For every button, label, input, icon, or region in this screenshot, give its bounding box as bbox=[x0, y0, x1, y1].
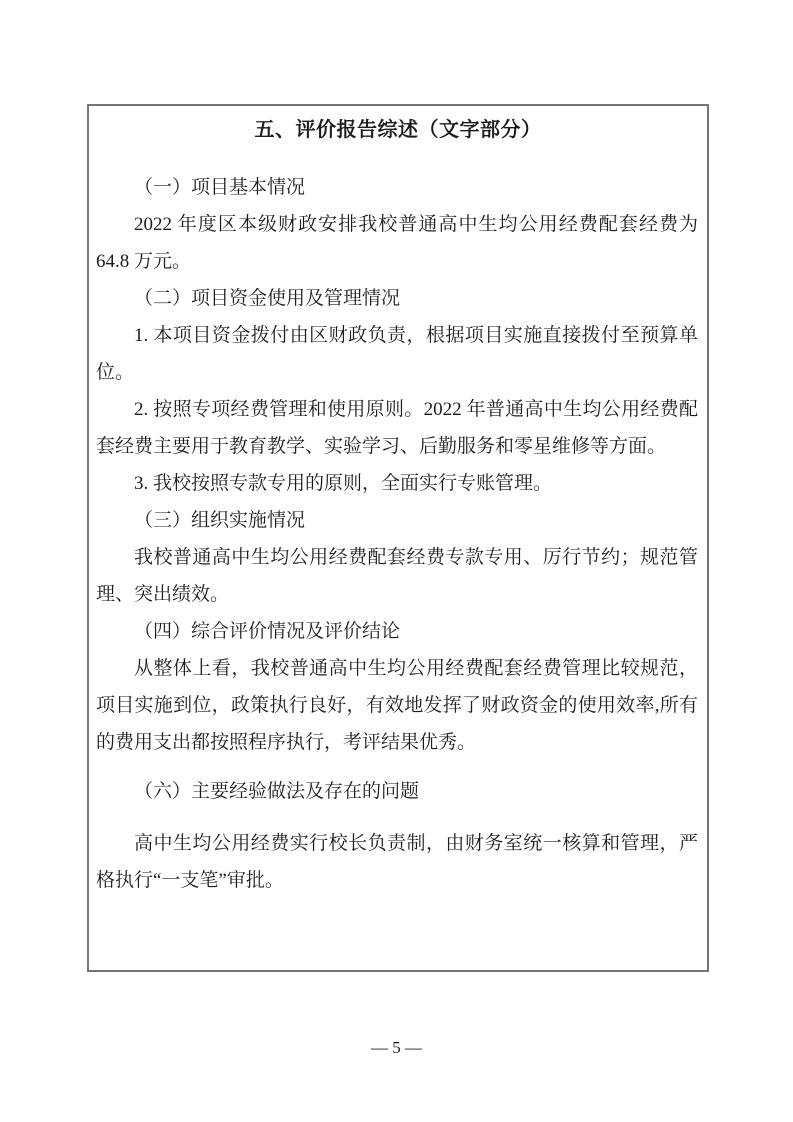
report-body bbox=[89, 169, 707, 899]
section-heading-4: （四）综合评价情况及评价结论 bbox=[134, 621, 401, 642]
body-paragraph: 我校普通高中生均公用经费配套经费专款专用、厉行节约；规范管理、突出绩效。 bbox=[96, 547, 698, 605]
section-heading-1: （一）项目基本情况 bbox=[134, 177, 306, 198]
report-title: 五、评价报告综述（文字部分） bbox=[254, 119, 542, 141]
body-paragraph: 2. 按照专项经费管理和使用原则。2022 年普通高中生均公用经费配套经费主要用于教育教学、实验学习、后勤服务和零星维修等方面。 bbox=[96, 399, 698, 457]
section-heading-6: （六）主要经验做法及存在的问题 bbox=[134, 781, 420, 802]
body-paragraph: 高中生均公用经费实行校长负责制，由财务室统一核算和管理，严格执行“一支笔”审批。 bbox=[96, 833, 698, 891]
body-paragraph: 2022 年度区本级财政安排我校普通高中生均公用经费配套经费为 64.8 万元。 bbox=[96, 214, 698, 272]
body-paragraph: 1. 本项目资金拨付由区财政负责，根据项目实施直接拨付至预算单位。 bbox=[96, 325, 698, 383]
body-paragraph: 从整体上看，我校普通高中生均公用经费配套经费管理比较规范，项目实施到位，政策执行良好，有效地发挥了财政资金的使用效率,所有的费用支出都按照程序执行，考评结果优秀。 bbox=[96, 658, 698, 753]
page-number: — 5 — bbox=[371, 1038, 422, 1057]
report-outline-box bbox=[87, 104, 709, 972]
section-heading-3: （三）组织实施情况 bbox=[134, 510, 306, 531]
body-paragraph: 3. 我校按照专款专用的原则，全面实行专账管理。 bbox=[134, 473, 553, 494]
section-heading-2: （二）项目资金使用及管理情况 bbox=[134, 288, 401, 309]
